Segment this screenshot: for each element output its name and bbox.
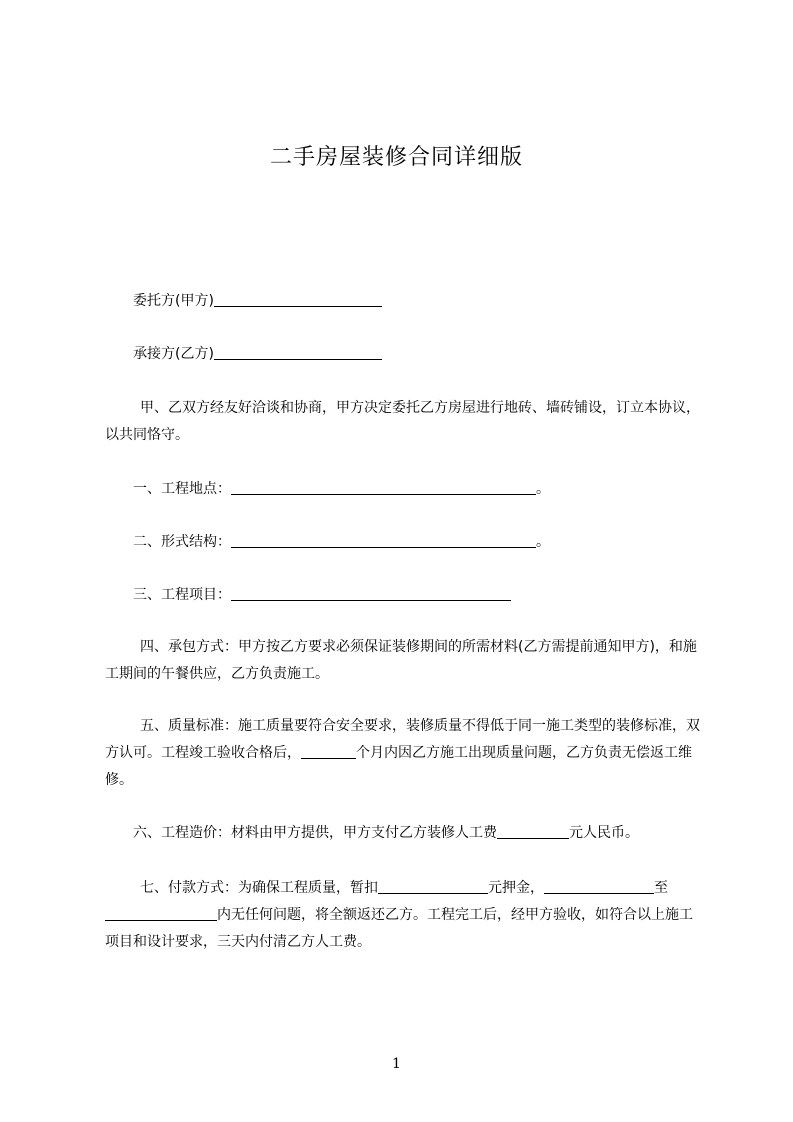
clause-5-paragraph [105, 713, 703, 794]
clause-7-end-date-blank [105, 905, 217, 921]
clause-6-fee-blank [497, 823, 569, 839]
clause-6-line [105, 820, 705, 846]
clause-7-start-date-blank [544, 878, 654, 894]
party-a-blank [214, 291, 382, 307]
clause-5-months-blank [301, 743, 356, 759]
clause-2-blank [231, 532, 536, 548]
clause-5-text-2: 个月内因乙方施工出现质量问题，乙方负责无偿返工维修。 [105, 745, 692, 788]
party-a-line [105, 288, 705, 314]
clause-1-end: 。 [536, 481, 550, 497]
clause-7-text-3: 至 [654, 880, 668, 896]
clause-2-line [105, 529, 705, 555]
party-b-blank [214, 344, 382, 360]
clause-3-blank [231, 585, 511, 601]
clause-4-paragraph: 四、承包方式：甲方按乙方要求必须保证装修期间的所需材料(乙方需提前通知甲方)，和施工期间的午餐供应，乙方负责施工。 [105, 639, 697, 682]
clause-7-paragraph [105, 875, 703, 956]
clause-6-text-2: 元人民币。 [569, 825, 639, 841]
clause-5-text-1: 五、质量标准：施工质量要符合安全要求，装修质量不得低于同一施工类型的装修标准，双方认可。工程竣工验收合格后， [105, 718, 700, 761]
clause-2-label: 二、形式结构： [133, 534, 231, 550]
document-title: 二手房屋装修合同详细版 [269, 145, 523, 170]
party-b-label: 承接方(乙方) [133, 346, 214, 362]
clause-3-line [105, 582, 705, 608]
intro-paragraph: 甲、乙双方经友好洽谈和协商，甲方决定委托乙方房屋进行地砖、墙砖铺设，订立本协议，以共同恪守。 [105, 400, 700, 443]
clause-6-text-1: 六、工程造价：材料由甲方提供，甲方支付乙方装修人工费 [133, 825, 497, 841]
clause-7-text-1: 七、付款方式：为确保工程质量，暂扣 [140, 880, 378, 896]
clause-1-line [105, 476, 705, 502]
clause-1-blank [231, 479, 536, 495]
party-b-line [105, 341, 705, 367]
clause-3-label: 三、工程项目： [133, 587, 231, 603]
clause-2-end: 。 [536, 534, 550, 550]
party-a-label: 委托方(甲方) [133, 293, 214, 309]
clause-7-text-4: 内无任何问题，将全额返还乙方。工程完工后，经甲方验收，如符合以上施工项目和设计要求，三天内付清乙方人工费。 [105, 907, 693, 950]
clause-1-label: 一、工程地点： [133, 481, 231, 497]
clause-7-deposit-blank [378, 878, 488, 894]
page-number: 1 [392, 1056, 401, 1072]
clause-7-text-2: 元押金， [488, 880, 544, 896]
